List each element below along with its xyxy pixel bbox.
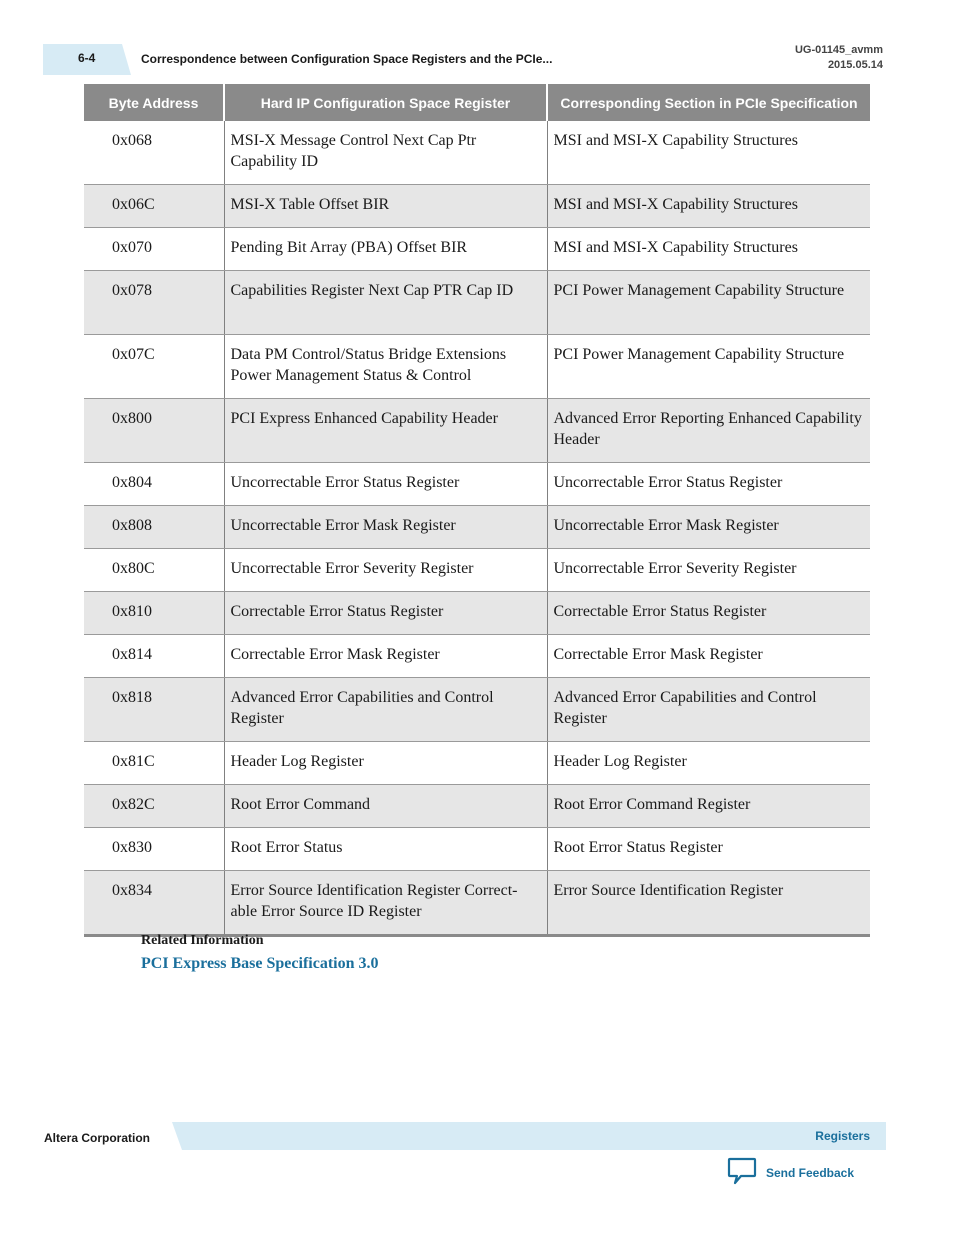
byte-address-cell: 0x06C (84, 185, 224, 228)
byte-address-cell: 0x82C (84, 785, 224, 828)
spec-section-cell: Header Log Register (547, 742, 870, 785)
register-cell: Pending Bit Array (PBA) Offset BIR (224, 228, 547, 271)
spec-section-cell: PCI Power Management Capability Structure (547, 271, 870, 335)
register-cell: Correctable Error Status Register (224, 592, 547, 635)
spec-section-cell: Root Error Status Register (547, 828, 870, 871)
byte-address-cell: 0x818 (84, 678, 224, 742)
register-cell: Data PM Control/Status Bridge Extensions Power Management Status & Control (224, 335, 547, 399)
table-row (84, 185, 870, 228)
footer-section-link[interactable]: Registers (815, 1129, 870, 1143)
table-row (84, 549, 870, 592)
spec-section-cell: Root Error Command Register (547, 785, 870, 828)
table-row (84, 121, 870, 185)
table-row (84, 742, 870, 785)
table-row (84, 635, 870, 678)
byte-address-cell: 0x07C (84, 335, 224, 399)
register-cell: Header Log Register (224, 742, 547, 785)
send-feedback-button[interactable] (727, 1158, 854, 1188)
register-cell: MSI-X Table Offset BIR (224, 185, 547, 228)
footer-bar (172, 1122, 886, 1150)
byte-address-cell: 0x81C (84, 742, 224, 785)
register-cell: Uncorrectable Error Severity Register (224, 549, 547, 592)
register-cell: Capabilities Register Next Cap PTR Cap ID (224, 271, 547, 335)
byte-address-cell: 0x80C (84, 549, 224, 592)
byte-address-cell: 0x834 (84, 871, 224, 936)
register-cell: Advanced Error Capabilities and Control Register (224, 678, 547, 742)
spec-section-cell: Uncorrectable Error Severity Register (547, 549, 870, 592)
spec-section-cell: Error Source Identification Register (547, 871, 870, 936)
spec-section-cell: MSI and MSI-X Capability Structures (547, 228, 870, 271)
header-byte-address: Byte Address (84, 84, 224, 121)
byte-address-cell: 0x810 (84, 592, 224, 635)
register-cell: PCI Express Enhanced Capability Header (224, 399, 547, 463)
document-id-block (795, 43, 883, 73)
document-date: 2015.05.14 (827, 59, 883, 71)
byte-address-cell: 0x804 (84, 463, 224, 506)
table-row (84, 871, 870, 936)
related-information-label: Related Information (141, 933, 264, 948)
byte-address-cell: 0x070 (84, 228, 224, 271)
table-row (84, 228, 870, 271)
table-row (84, 506, 870, 549)
table-row (84, 271, 870, 335)
table-row (84, 463, 870, 506)
byte-address-cell: 0x800 (84, 399, 224, 463)
header-config-register: Hard IP Configuration Space Register (224, 84, 547, 121)
spec-section-cell: PCI Power Management Capability Structure (547, 335, 870, 399)
send-feedback-label: Send Feedback (766, 1166, 855, 1180)
spec-section-cell: Correctable Error Mask Register (547, 635, 870, 678)
table-row (84, 785, 870, 828)
byte-address-cell: 0x068 (84, 121, 224, 185)
footer-company: Altera Corporation (44, 1131, 151, 1145)
byte-address-cell: 0x814 (84, 635, 224, 678)
table-row (84, 592, 870, 635)
register-cell: Root Error Status (224, 828, 547, 871)
document-id: UG-01145_avmm (794, 44, 883, 56)
header-spec-section: Corresponding Section in PCIe Specification (547, 84, 870, 121)
register-cell: MSI-X Message Control Next Cap Ptr Capability ID (224, 121, 547, 185)
spec-section-cell: Uncorrectable Error Status Register (547, 463, 870, 506)
register-cell: Uncorrectable Error Status Register (224, 463, 547, 506)
spec-section-cell: MSI and MSI-X Capability Structures (547, 185, 870, 228)
register-cell: Root Error Command (224, 785, 547, 828)
table-row (84, 828, 870, 871)
table-row (84, 399, 870, 463)
page-header-title: Correspondence between Configuration Space Registers and the PCIe... (141, 52, 553, 66)
spec-section-cell: Correctable Error Status Register (547, 592, 870, 635)
speech-bubble-icon (727, 1157, 757, 1190)
register-cell: Correctable Error Mask Register (224, 635, 547, 678)
byte-address-cell: 0x830 (84, 828, 224, 871)
table-header-row (84, 84, 870, 121)
page-number: 6-4 (78, 51, 96, 65)
register-cell: Uncorrectable Error Mask Register (224, 506, 547, 549)
spec-section-cell: Uncorrectable Error Mask Register (547, 506, 870, 549)
register-table (84, 84, 870, 937)
byte-address-cell: 0x808 (84, 506, 224, 549)
spec-section-cell: MSI and MSI-X Capability Structures (547, 121, 870, 185)
spec-section-cell: Advanced Error Reporting Enhanced Capability Header (547, 399, 870, 463)
register-cell: Error Source Identification Register Correct-able Error Source ID Register (224, 871, 547, 936)
pcie-spec-link[interactable]: PCI Express Base Specification 3.0 (141, 955, 379, 972)
table-row (84, 678, 870, 742)
spec-section-cell: Advanced Error Capabilities and Control Register (547, 678, 870, 742)
table-row (84, 335, 870, 399)
byte-address-cell: 0x078 (84, 271, 224, 335)
